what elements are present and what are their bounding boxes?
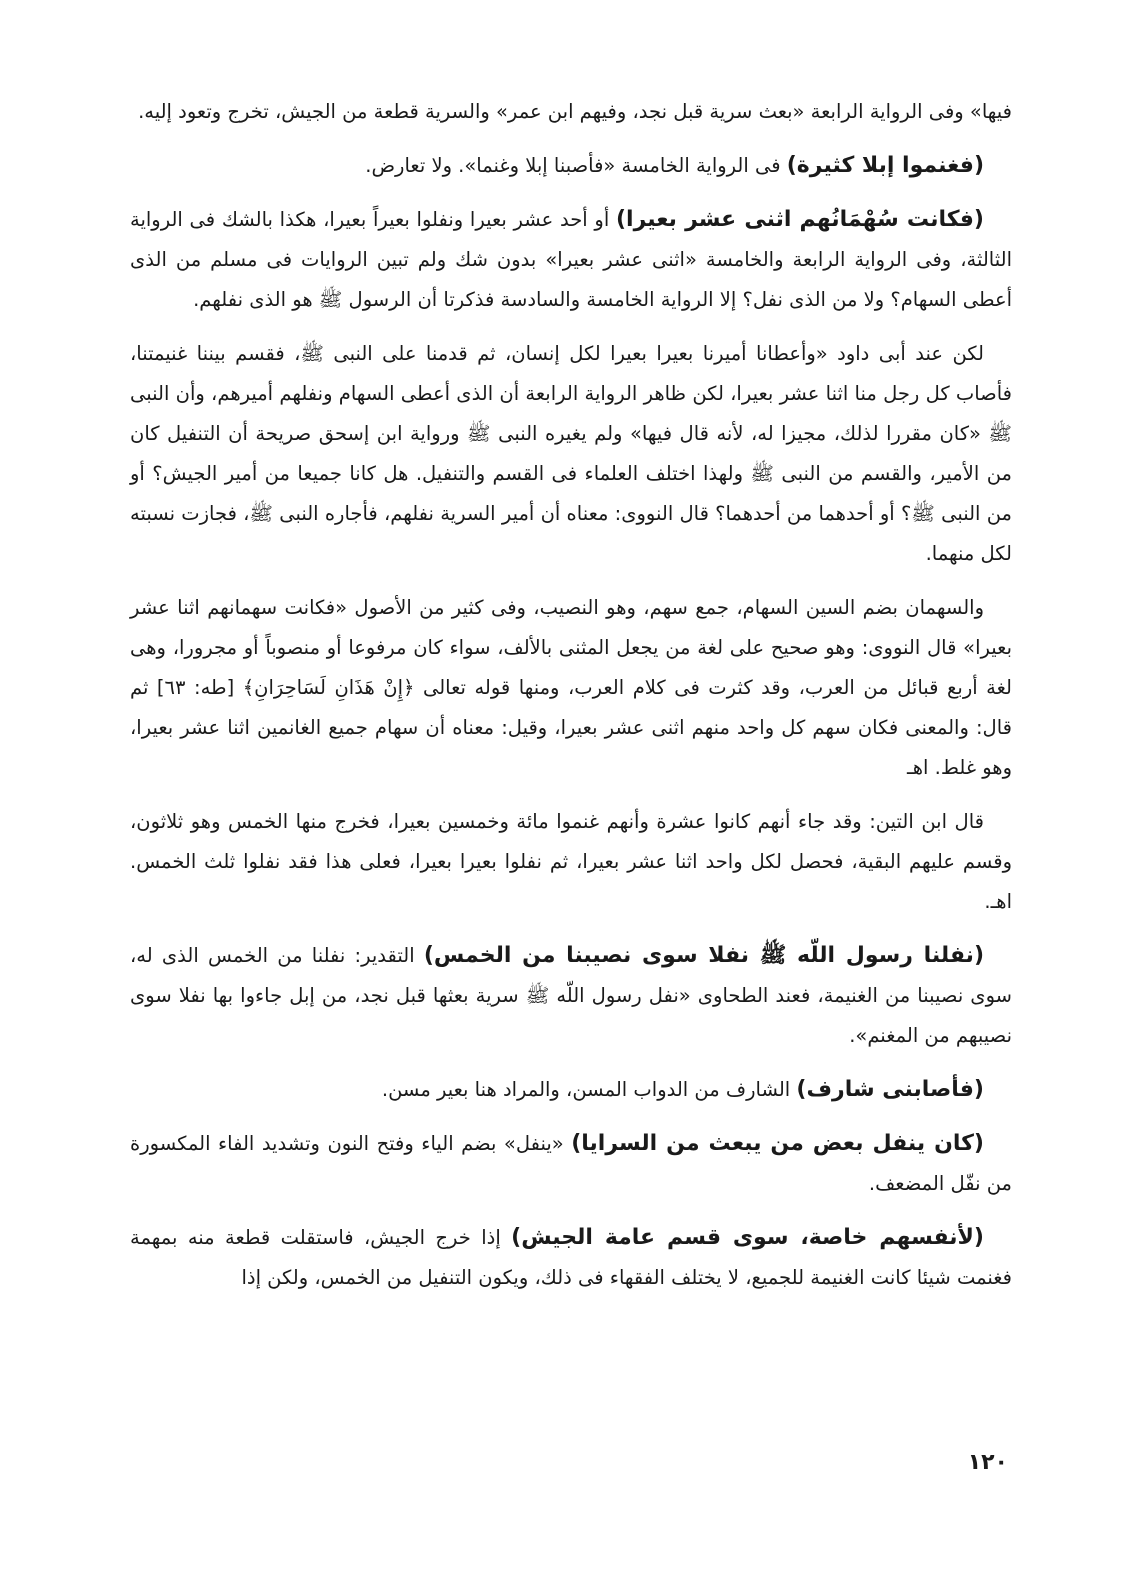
paragraph-text: أو أحد عشر بعيرا ونفلوا بعيراً بعيرا، هكذا بالشك فى الرواية الثالثة، وفى الرواية الرابعة والخامسة «اثنى عشر بعيرا» بدون شك ولم تبين الروايات فى مسلم من الذى أعطى السهام؟ ولا من الذى نفل؟ إلا الرواية الخامسة والسادسة فذكرتا أن الرسول ﷺ هو الذى نفلهم. xyxy=(130,208,1012,311)
lemma-heading: (فكانت سُهْمَانُهم اثنى عشر بعيرا) xyxy=(615,207,984,232)
paragraph-1 xyxy=(130,92,1012,132)
paragraph-4 xyxy=(130,334,1012,574)
lemma-heading: (فغنموا إبلا كثيرة) xyxy=(786,153,984,178)
paragraph-text: الشارف من الدواب المسن، والمراد هنا بعير مسن. xyxy=(381,1078,797,1101)
paragraph-2 xyxy=(130,146,1012,186)
paragraph-text: لكن عند أبى داود «وأعطانا أميرنا بعيرا بعيرا لكل إنسان، ثم قدمنا على النبى ﷺ، فقسم بيننا غنيمتنا، فأصاب كل رجل منا اثنا عشر بعيرا، لكن ظاهر الرواية الرابعة أن الذى أعطى السهام ونفلهم أميرهم، وأن النبى ﷺ «كان مقررا لذلك، مجيزا له، لأنه قال فيها» ولم يغيره النبى ﷺ ورواية ابن إسحق صريحة أن التنفيل كان من الأمير، والقسم من النبى ﷺ ولهذا اختلف العلماء فى القسم والتنفيل. هل كانا جميعا من أمير الجيش؟ أو من النبى ﷺ؟ أو أحدهما من أحدهما؟ قال النووى: معناه أن أمير السرية نفلهم، فأجاره النبى ﷺ، فجازت نسبته لكل منهما. xyxy=(130,342,1012,565)
paragraph-text: فى الرواية الخامسة «فأصبنا إبلا وغنما». ولا تعارض. xyxy=(365,154,787,177)
lemma-heading: (كان ينفل بعض من يبعث من السرايا) xyxy=(571,1131,984,1156)
lemma-heading: (نفلنا رسول اللّه ﷺ نفلا سوى نصيبنا من الخمس) xyxy=(423,943,984,968)
paragraph-text: فيها» وفى الرواية الرابعة «بعث سرية قبل نجد، وفيهم ابن عمر» والسرية قطعة من الجيش، تخرج وتعود إليه. xyxy=(138,100,1012,123)
paragraph-5 xyxy=(130,588,1012,788)
paragraph-text: «ينفل» بضم الياء وفتح النون وتشديد الفاء المكسورة من نفّل المضعف. xyxy=(130,1132,1012,1195)
paragraph-10 xyxy=(130,1218,1012,1298)
paragraph-text: التقدير: نفلنا من الخمس الذى له، سوى نصيبنا من الغنيمة، فعند الطحاوى «نفل رسول اللّه ﷺ سرية بعثها قبل نجد، من إبل جاءوا بها نفلا سوى نصيبهم من المغنم». xyxy=(130,944,1012,1047)
paragraph-6 xyxy=(130,802,1012,922)
paragraph-7 xyxy=(130,936,1012,1056)
lemma-heading: (لأنفسهم خاصة، سوى قسم عامة الجيش) xyxy=(511,1225,984,1250)
paragraph-text: والسهمان بضم السين السهام، جمع سهم، وهو النصيب، وفى كثير من الأصول «فكانت سهمانهم اثنا عشر بعيرا» قال النووى: وهو صحيح على لغة من يجعل المثنى بالألف، سواء كان مرفوعا أو منصوباً أو مجرورا، وهى لغة أربع قبائل من العرب، وقد كثرت فى كلام العرب، ومنها قوله تعالى ﴿إِنْ هَذَانِ لَسَاحِرَانِ﴾ [طه: ٦٣] ثم قال: والمعنى فكان سهم كل واحد منهم اثنى عشر بعيرا، وقيل: معناه أن سهام جميع الغانمين اثنا عشر بعيرا، وهو غلط. اهـ xyxy=(130,596,1012,779)
page-body xyxy=(130,92,1012,1312)
lemma-heading: (فأصابنى شارف) xyxy=(796,1077,984,1102)
paragraph-text: إذا خرج الجيش، فاستقلت قطعة منه بمهمة فغنمت شيئا كانت الغنيمة للجميع، لا يختلف الفقهاء فى ذلك، ويكون التنفيل من الخمس، ولكن إذا xyxy=(130,1226,1012,1289)
page-number: ١٢٠ xyxy=(967,1450,1008,1475)
paragraph-text: قال ابن التين: وقد جاء أنهم كانوا عشرة وأنهم غنموا مائة وخمسين بعيرا، فخرج منها الخمس وهو ثلاثون، وقسم عليهم البقية، فحصل لكل واحد اثنا عشر بعيرا، ثم نفلوا بعيرا بعيرا، فعلى هذا فقد نفلوا ثلث الخمس. اهـ. xyxy=(130,810,1012,913)
paragraph-8 xyxy=(130,1070,1012,1110)
paragraph-3 xyxy=(130,200,1012,320)
paragraph-9 xyxy=(130,1124,1012,1204)
